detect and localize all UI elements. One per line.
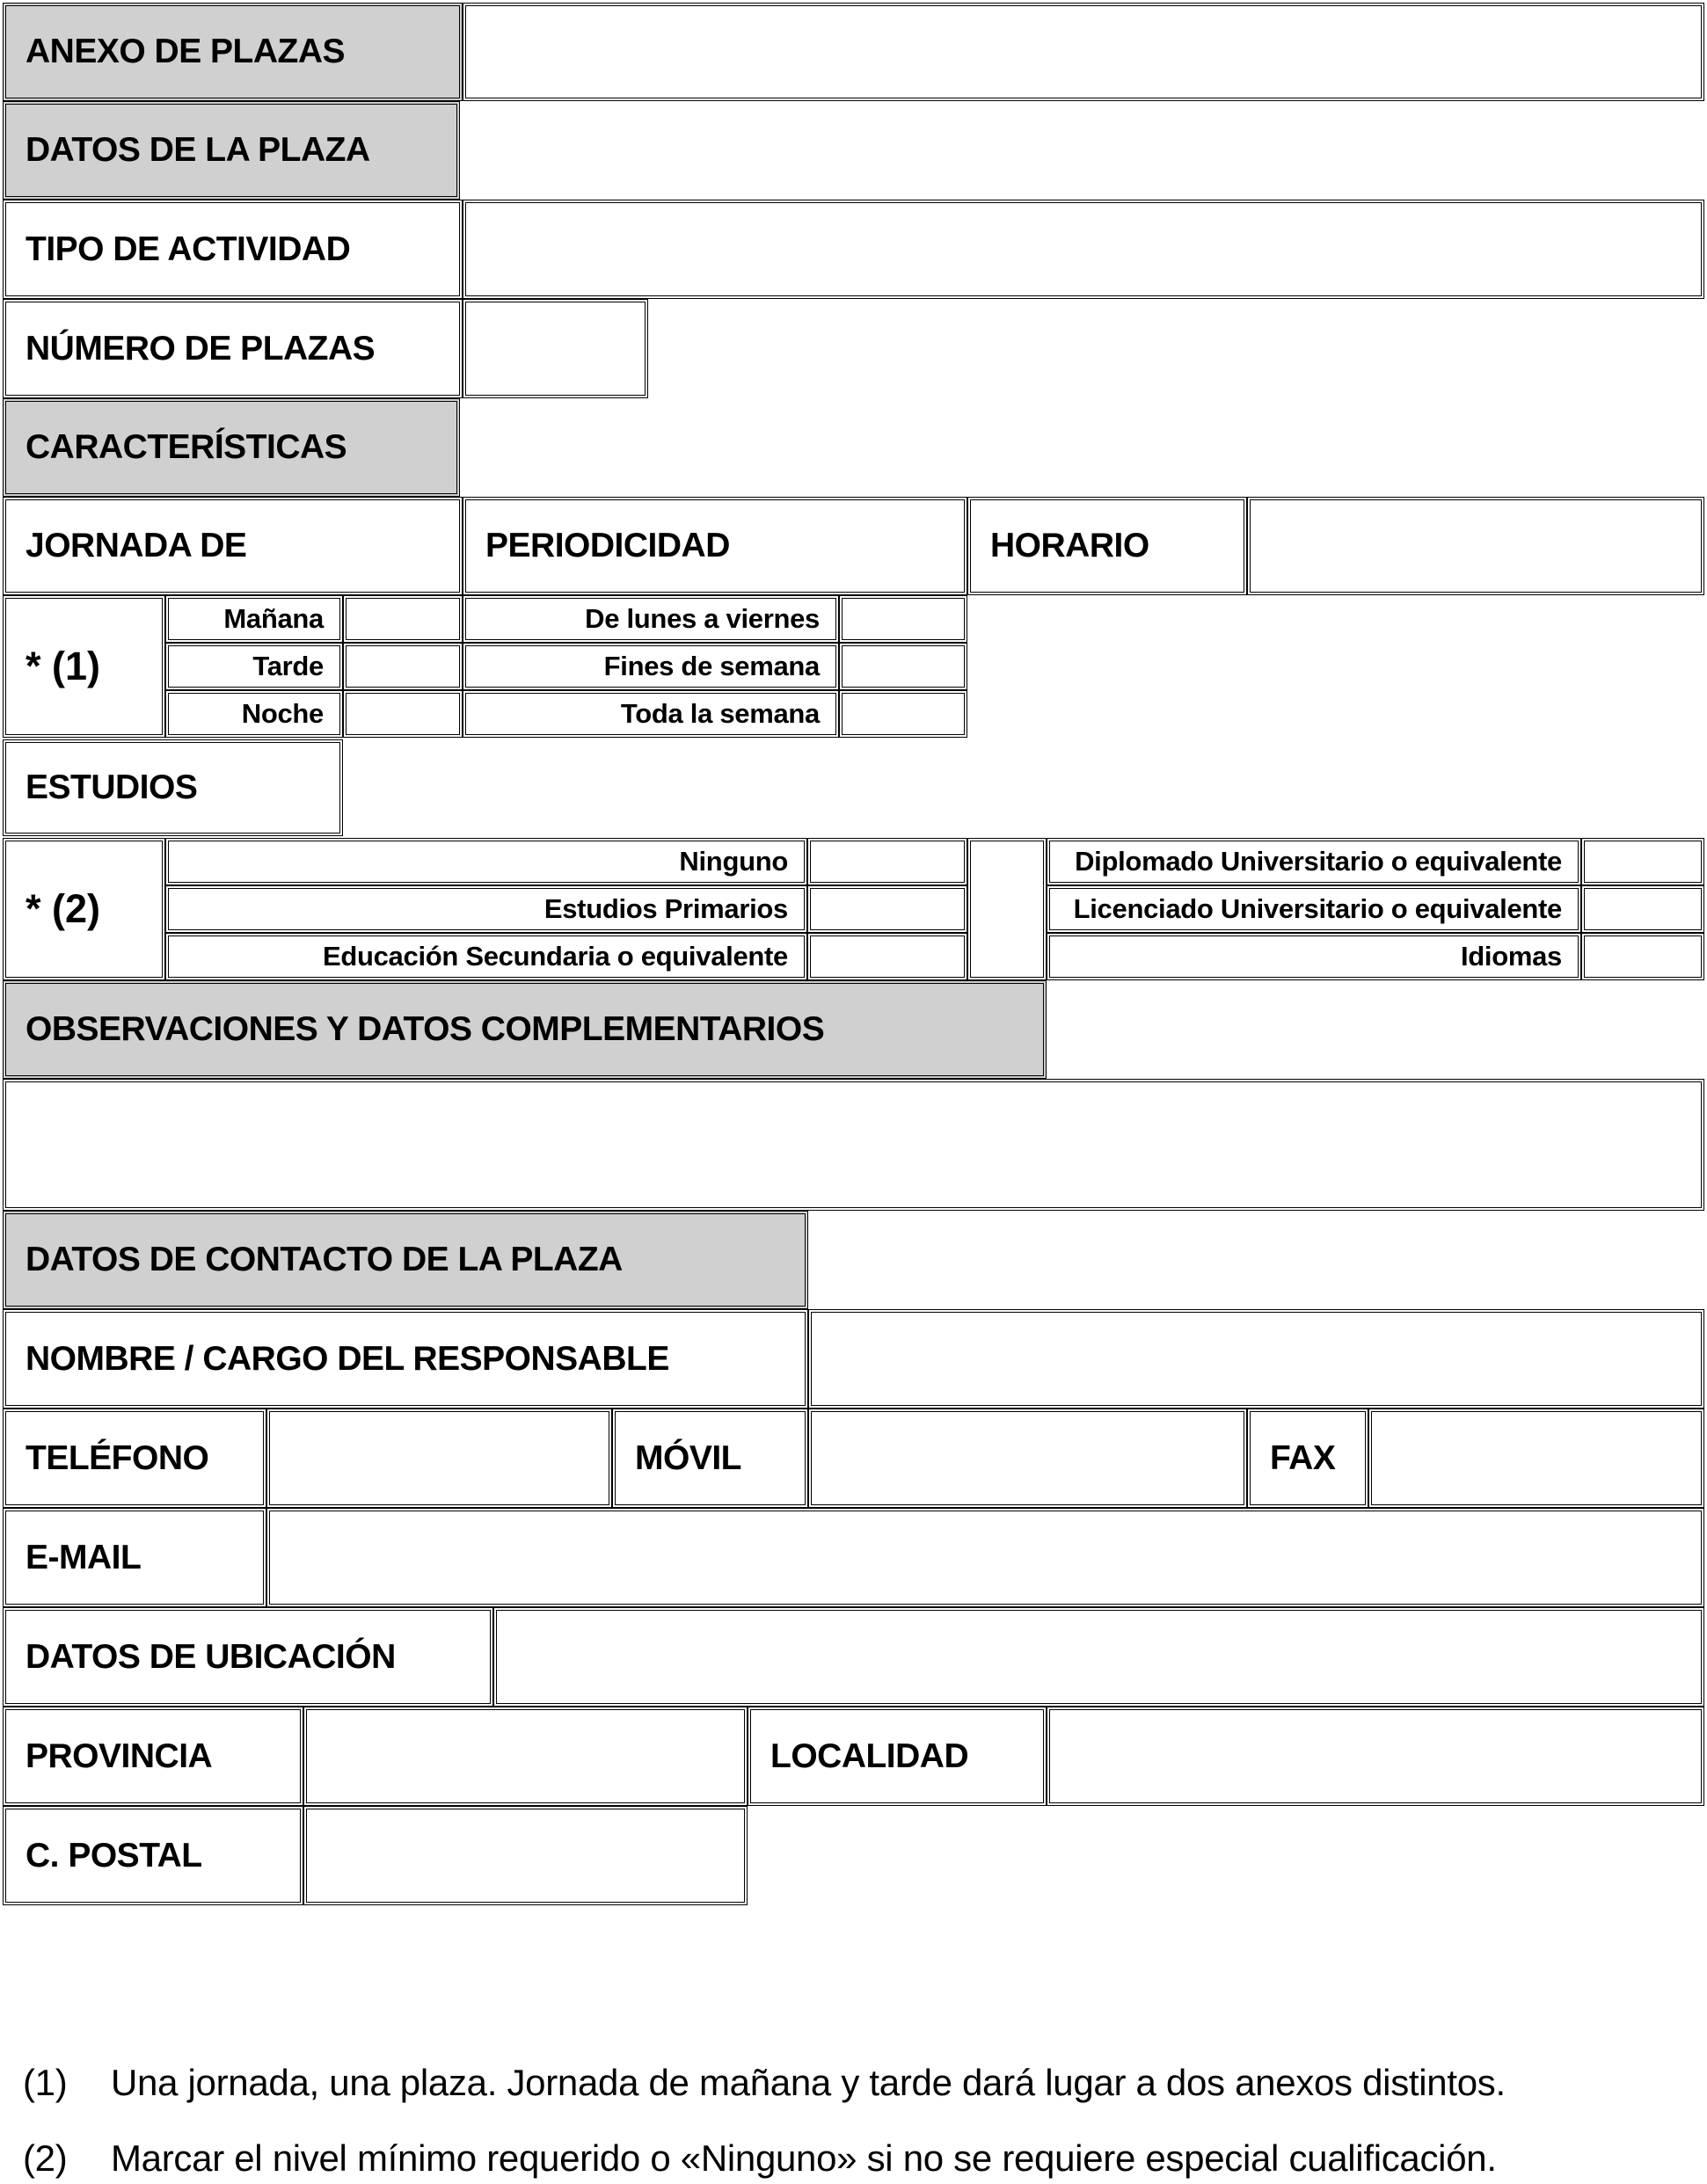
estudios-checkbox-secundaria[interactable] bbox=[807, 933, 967, 980]
jornada-option-label: Noche bbox=[241, 698, 324, 729]
ref2-marker bbox=[3, 838, 165, 980]
jornada-option-noche bbox=[165, 690, 343, 738]
periodicidad-option-lunes-viernes bbox=[463, 595, 839, 643]
estudios-option-label: Educación Secundaria o equivalente bbox=[322, 941, 788, 972]
periodicidad-option-toda-semana bbox=[463, 690, 839, 738]
periodicidad-checkbox-lunes-viernes[interactable] bbox=[839, 595, 967, 643]
footnote-2 bbox=[23, 2137, 1497, 2180]
movil-text: MÓVIL bbox=[635, 1438, 741, 1477]
section-contacto-label: DATOS DE CONTACTO DE LA PLAZA bbox=[26, 1241, 623, 1278]
responsable-text: NOMBRE / CARGO DEL RESPONSABLE bbox=[26, 1339, 669, 1378]
anexo-plazas-field[interactable] bbox=[463, 3, 1704, 101]
periodicidad-text: PERIODICIDAD bbox=[485, 527, 730, 564]
estudios-option-diplomado bbox=[1047, 838, 1581, 885]
estudios-checkbox-primarios[interactable] bbox=[807, 885, 967, 933]
footnote-1 bbox=[23, 2062, 1506, 2104]
ref1-text: * (1) bbox=[26, 644, 101, 688]
jornada-option-label: Mañana bbox=[223, 603, 324, 634]
jornada-de-header bbox=[3, 497, 463, 595]
tipo-actividad-field[interactable] bbox=[463, 200, 1704, 299]
provincia-text: PROVINCIA bbox=[26, 1736, 213, 1775]
provincia-field[interactable] bbox=[303, 1707, 748, 1806]
section-contacto bbox=[3, 1211, 808, 1309]
estudios-option-licenciado bbox=[1047, 885, 1581, 933]
estudios-option-label: Estudios Primarios bbox=[543, 893, 788, 924]
numero-plazas-field[interactable] bbox=[463, 299, 648, 398]
estudios-option-label: Idiomas bbox=[1460, 941, 1562, 972]
horario-text: HORARIO bbox=[990, 527, 1149, 564]
footnote-1-number: (1) bbox=[23, 2062, 68, 2103]
periodicidad-option-label: Toda la semana bbox=[620, 698, 820, 729]
jornada-checkbox-manana[interactable] bbox=[343, 595, 463, 643]
movil-label bbox=[612, 1409, 808, 1508]
localidad-text: LOCALIDAD bbox=[770, 1736, 969, 1775]
periodicidad-header bbox=[463, 497, 967, 595]
estudios-option-ninguno bbox=[165, 838, 807, 885]
movil-field[interactable] bbox=[808, 1409, 1247, 1508]
section-caracteristicas-label: CARACTERÍSTICAS bbox=[26, 428, 347, 466]
fax-text: FAX bbox=[1270, 1438, 1336, 1477]
ref1-marker bbox=[3, 595, 165, 738]
jornada-de-text: JORNADA DE bbox=[26, 527, 247, 564]
email-field[interactable] bbox=[266, 1508, 1704, 1607]
section-caracteristicas bbox=[3, 398, 460, 497]
estudios-text: ESTUDIOS bbox=[26, 768, 198, 806]
section-anexo-plazas-label: ANEXO DE PLAZAS bbox=[26, 33, 346, 70]
cpostal-field[interactable] bbox=[303, 1806, 748, 1905]
periodicidad-option-label: De lunes a viernes bbox=[585, 603, 820, 634]
estudios-header bbox=[3, 739, 343, 836]
ubicacion-label bbox=[3, 1607, 493, 1707]
periodicidad-option-label: Fines de semana bbox=[603, 651, 820, 681]
jornada-option-manana bbox=[165, 595, 343, 643]
section-observaciones-label: OBSERVACIONES Y DATOS COMPLEMENTARIOS bbox=[26, 1010, 825, 1048]
estudios-option-label: Ninguno bbox=[679, 846, 788, 877]
estudios-option-idiomas bbox=[1047, 933, 1581, 980]
footnote-1-text: Una jornada, una plaza. Jornada de mañana y tarde dará lugar a dos anexos distintos. bbox=[111, 2062, 1506, 2103]
cpostal-text: C. POSTAL bbox=[26, 1836, 202, 1875]
numero-plazas-label bbox=[3, 299, 463, 398]
tipo-actividad-label bbox=[3, 200, 463, 299]
section-observaciones bbox=[3, 980, 1047, 1079]
horario-header bbox=[967, 497, 1247, 595]
telefono-text: TELÉFONO bbox=[26, 1438, 209, 1477]
jornada-checkbox-tarde[interactable] bbox=[343, 643, 463, 690]
provincia-label bbox=[3, 1707, 303, 1806]
email-label bbox=[3, 1508, 266, 1607]
estudios-checkbox-idiomas[interactable] bbox=[1581, 933, 1704, 980]
telefono-field[interactable] bbox=[266, 1409, 612, 1508]
responsable-field[interactable] bbox=[808, 1309, 1704, 1409]
estudios-option-label: Diplomado Universitario o equivalente bbox=[1075, 846, 1562, 877]
observaciones-textarea[interactable] bbox=[3, 1079, 1704, 1211]
estudios-checkbox-licenciado[interactable] bbox=[1581, 885, 1704, 933]
jornada-checkbox-noche[interactable] bbox=[343, 690, 463, 738]
tipo-actividad-text: TIPO DE ACTIVIDAD bbox=[26, 229, 351, 268]
section-datos-plaza bbox=[3, 101, 460, 200]
section-datos-plaza-label: DATOS DE LA PLAZA bbox=[26, 131, 370, 169]
estudios-spacer bbox=[967, 838, 1047, 980]
footnote-2-text: Marcar el nivel mínimo requerido o «Ninguno» si no se requiere especial cualificación. bbox=[111, 2137, 1497, 2179]
estudios-checkbox-ninguno[interactable] bbox=[807, 838, 967, 885]
cpostal-label bbox=[3, 1806, 303, 1905]
responsable-label bbox=[3, 1309, 808, 1409]
estudios-option-secundaria bbox=[165, 933, 807, 980]
telefono-label bbox=[3, 1409, 266, 1508]
localidad-field[interactable] bbox=[1047, 1707, 1704, 1806]
footnote-2-number: (2) bbox=[23, 2137, 68, 2179]
horario-field[interactable] bbox=[1247, 497, 1704, 595]
fax-field[interactable] bbox=[1368, 1409, 1704, 1508]
jornada-option-label: Tarde bbox=[252, 651, 324, 681]
localidad-label bbox=[748, 1707, 1047, 1806]
jornada-option-tarde bbox=[165, 643, 343, 690]
ubicacion-text: DATOS DE UBICACIÓN bbox=[26, 1637, 396, 1676]
periodicidad-checkbox-toda-semana[interactable] bbox=[839, 690, 967, 738]
periodicidad-checkbox-fines-semana[interactable] bbox=[839, 643, 967, 690]
email-text: E-MAIL bbox=[26, 1538, 142, 1576]
ref2-text: * (2) bbox=[26, 886, 101, 931]
section-anexo-plazas bbox=[3, 3, 463, 101]
numero-plazas-text: NÚMERO DE PLAZAS bbox=[26, 329, 376, 368]
periodicidad-option-fines-semana bbox=[463, 643, 839, 690]
estudios-checkbox-diplomado[interactable] bbox=[1581, 838, 1704, 885]
ubicacion-field[interactable] bbox=[493, 1607, 1704, 1707]
fax-label bbox=[1247, 1409, 1368, 1508]
estudios-option-label: Licenciado Universitario o equivalente bbox=[1073, 893, 1562, 924]
estudios-option-primarios bbox=[165, 885, 807, 933]
